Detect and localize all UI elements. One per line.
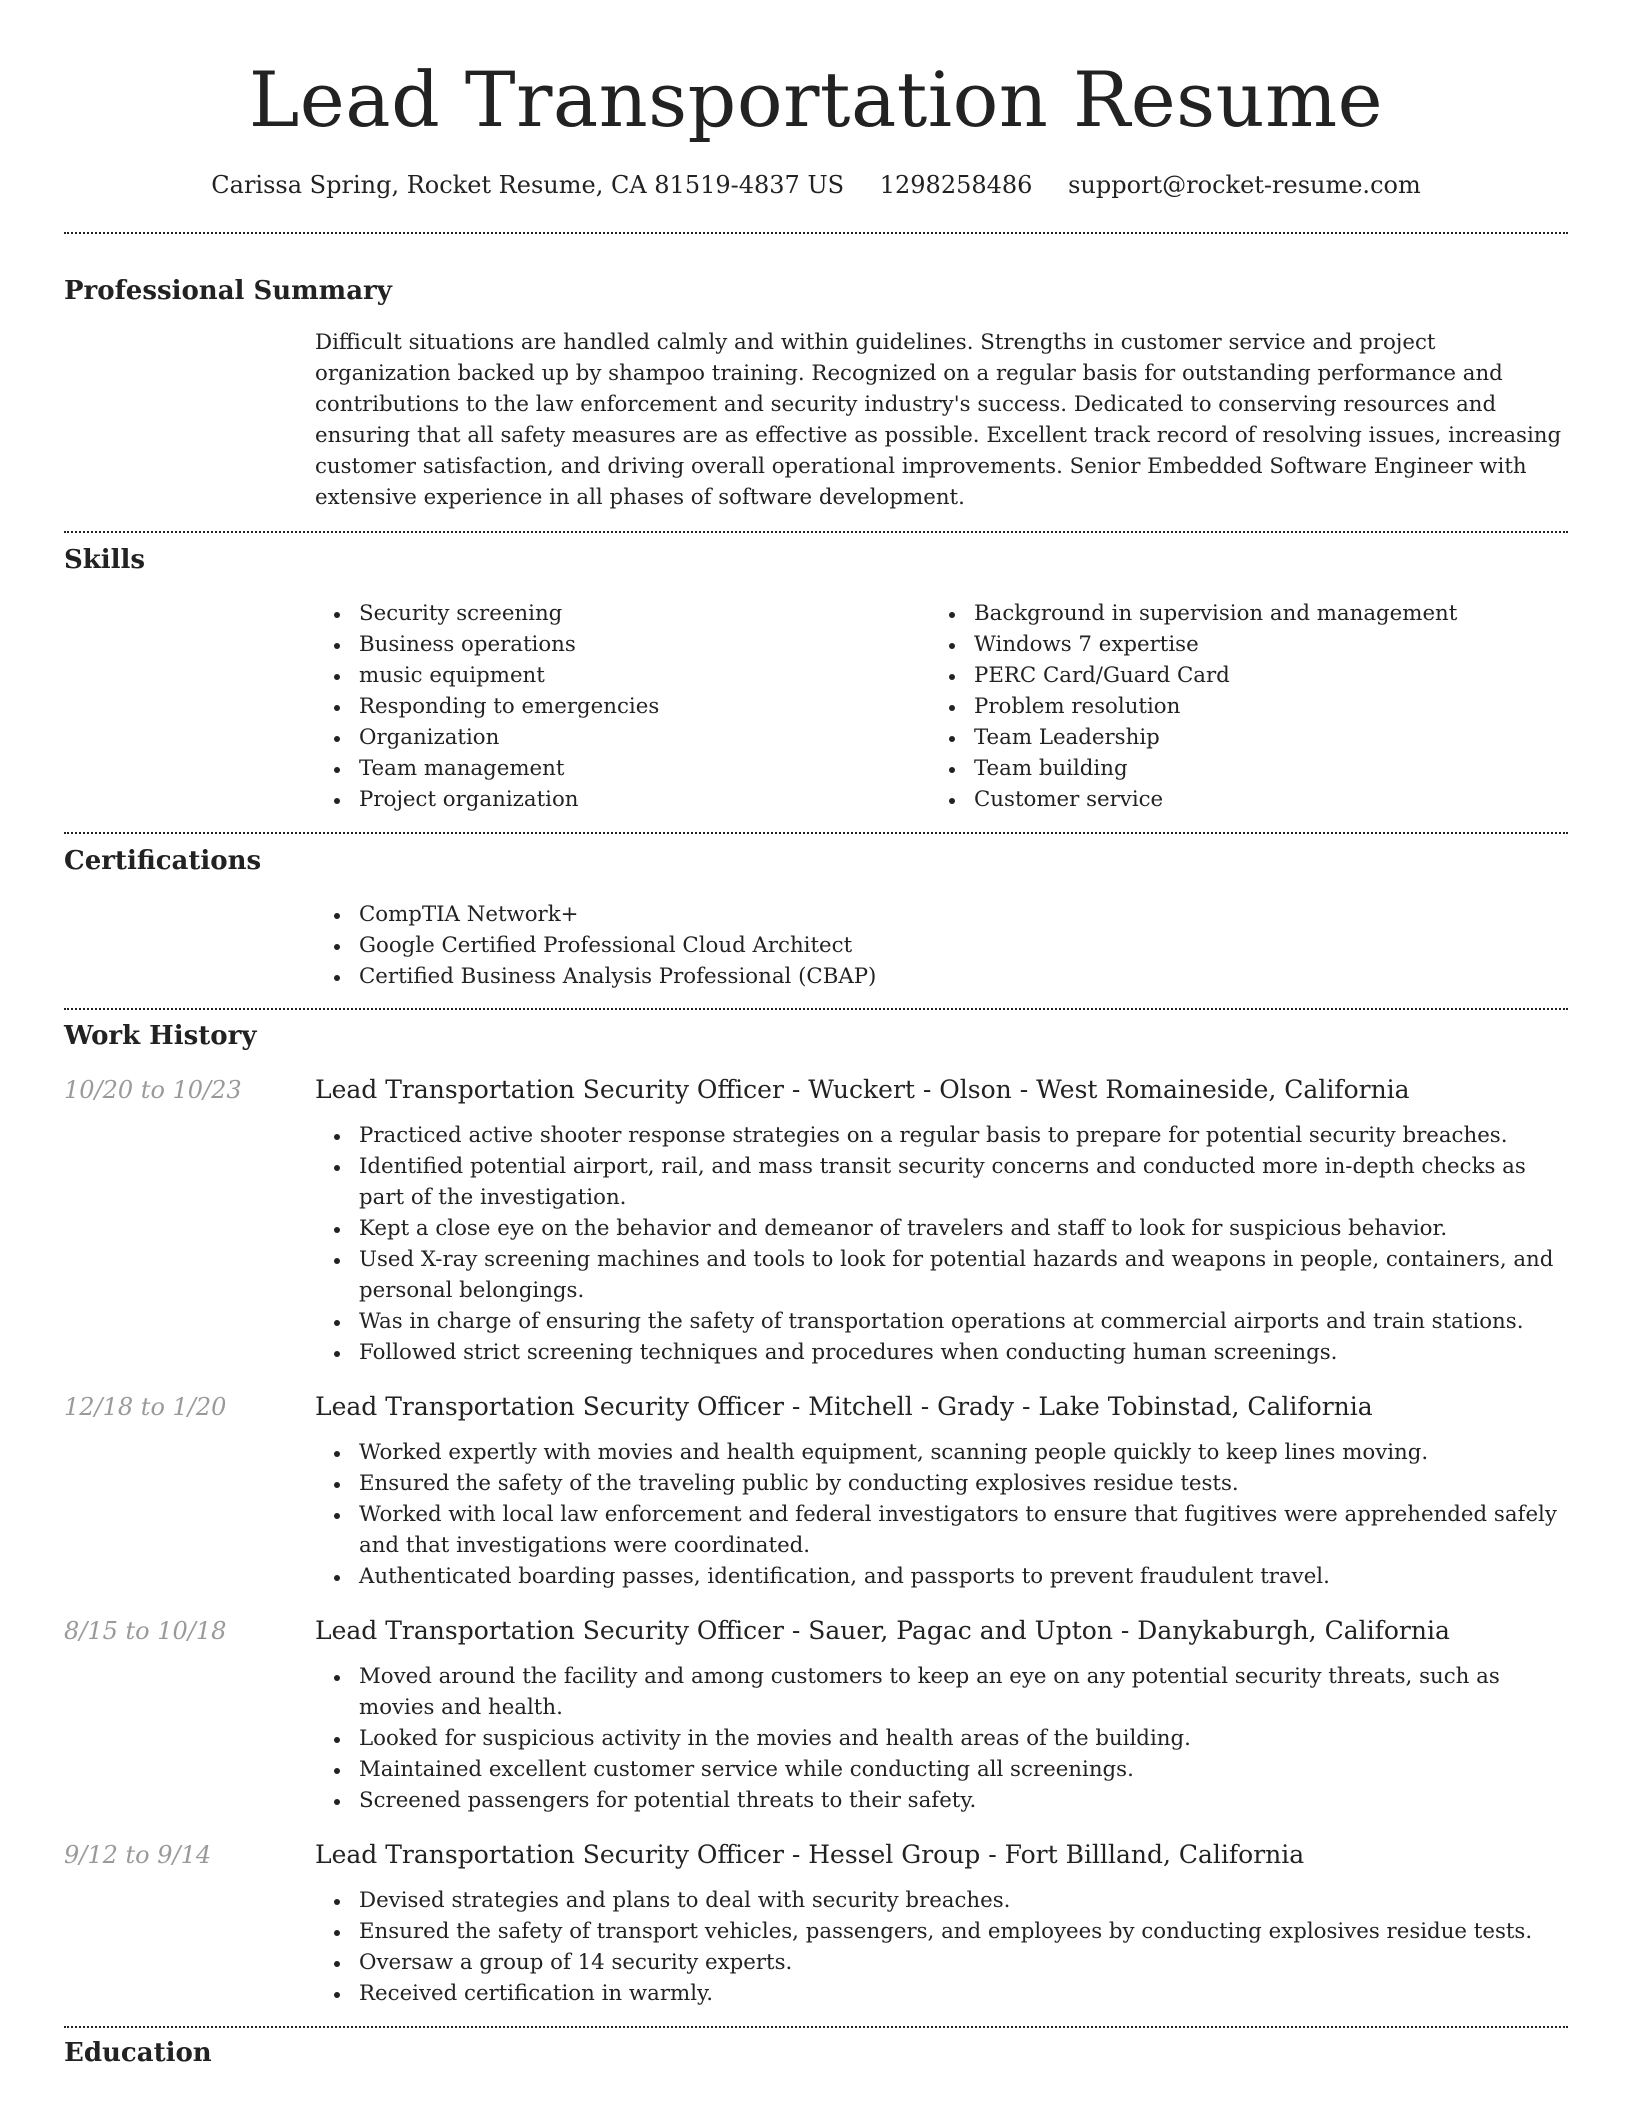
job-bullets [315,1885,1568,2009]
contact-phone: 1298258486 [879,171,1033,199]
job-bullet: Worked expertly with movies and health equipment, scanning people quickly to keep lines moving. [315,1437,1568,1468]
certification-item: CompTIA Network+ [315,899,1568,930]
job-entry [64,1073,1568,1368]
job-dates: 12/18 to 1/20 [64,1393,227,1421]
contact-line [64,168,1568,202]
skill-item: Customer service [930,784,1545,815]
skill-item: Business operations [315,629,930,660]
contact-address: Carissa Spring, Rocket Resume, CA 81519-4837 US [211,171,845,199]
section-title-skills: Skills [64,545,146,575]
job-bullet: Used X-ray screening machines and tools to look for potential hazards and weapons in people, containers, and personal belongings. [315,1244,1568,1306]
job-bullet: Looked for suspicious activity in the movies and health areas of the building. [315,1723,1568,1754]
job-heading: Lead Transportation Security Officer - Hessel Group - Fort Billland, California [315,1840,1305,1869]
section-divider [64,232,1568,234]
job-dates: 8/15 to 10/18 [64,1617,227,1645]
job-bullet: Ensured the safety of transport vehicles, passengers, and employees by conducting explosives residue tests. [315,1916,1568,1947]
job-heading: Lead Transportation Security Officer - Mitchell - Grady - Lake Tobinstad, California [315,1392,1373,1421]
job-bullet: Moved around the facility and among customers to keep an eye on any potential security threats, such as movies and health. [315,1661,1568,1723]
job-bullet: Followed strict screening techniques and procedures when conducting human screenings. [315,1337,1568,1368]
job-body [315,1390,1568,1592]
skill-item: PERC Card/Guard Card [930,660,1545,691]
job-body [315,1838,1568,2009]
job-bullet: Authenticated boarding passes, identification, and passports to prevent fraudulent travel. [315,1561,1568,1592]
job-bullet: Practiced active shooter response strategies on a regular basis to prepare for potential security breaches. [315,1120,1568,1151]
job-bullets [315,1661,1568,1816]
job-bullet: Kept a close eye on the behavior and demeanor of travelers and staff to look for suspicious behavior. [315,1213,1568,1244]
resume-title: Lead Transportation Resume [248,55,1384,144]
job-bullets [315,1120,1568,1368]
job-entry [64,1838,1568,2009]
summary-text: Difficult situations are handled calmly and within guidelines. Strengths in customer service and project organization backed up by shampoo training. Recognized on a regular basis for outstanding performance and contributions to the law enforcement and security industry's success. Dedicated to conserving resources and ensuring that all safety measures are as effective as possible. Excellent track record of resolving issues, increasing customer satisfaction, and driving overall operational improvements. Senior Embedded Software Engineer with extensive experience in all phases of software development. [315,330,1562,510]
skill-item: Problem resolution [930,691,1545,722]
certifications-list [315,899,1568,992]
skills-columns [315,598,1568,815]
section-title-summary: Professional Summary [64,276,392,306]
job-bullet: Received certification in warmly. [315,1978,1568,2009]
skill-item: Security screening [315,598,930,629]
job-entry [64,1390,1568,1592]
skill-item: music equipment [315,660,930,691]
job-bullet: Devised strategies and plans to deal with security breaches. [315,1885,1568,1916]
job-bullets [315,1437,1568,1592]
job-entry [64,1614,1568,1816]
job-heading: Lead Transportation Security Officer - Sauer, Pagac and Upton - Danykaburgh, California [315,1616,1450,1645]
job-bullet: Was in charge of ensuring the safety of transportation operations at commercial airports and train stations. [315,1306,1568,1337]
certification-item: Google Certified Professional Cloud Architect [315,930,1568,961]
section-divider [64,531,1568,533]
job-bullet: Identified potential airport, rail, and mass transit security concerns and conducted more in-depth checks as part of the investigation. [315,1151,1568,1213]
skill-item: Responding to emergencies [315,691,930,722]
job-body [315,1073,1568,1368]
section-divider [64,1008,1568,1010]
skill-item: Team Leadership [930,722,1545,753]
contact-email[interactable]: support@rocket-resume.com [1068,171,1421,199]
skill-item: Team building [930,753,1545,784]
skill-item: Background in supervision and management [930,598,1545,629]
skills-list-right [930,598,1545,815]
job-bullet: Maintained excellent customer service while conducting all screenings. [315,1754,1568,1785]
job-bullet: Worked with local law enforcement and federal investigators to ensure that fugitives were apprehended safely and that investigations were coordinated. [315,1499,1568,1561]
resume-page [64,0,1568,2070]
skill-item: Windows 7 expertise [930,629,1545,660]
skill-item: Team management [315,753,930,784]
job-bullet: Oversaw a group of 14 security experts. [315,1947,1568,1978]
certification-item: Certified Business Analysis Professional (CBAP) [315,961,1568,992]
job-dates: 10/20 to 10/23 [64,1076,242,1104]
job-heading: Lead Transportation Security Officer - Wuckert - Olson - West Romaineside, California [315,1075,1410,1104]
job-bullet: Screened passengers for potential threats to their safety. [315,1785,1568,1816]
section-title-certifications: Certifications [64,846,262,876]
job-body [315,1614,1568,1816]
job-bullet: Ensured the safety of the traveling public by conducting explosives residue tests. [315,1468,1568,1499]
skill-item: Project organization [315,784,930,815]
skill-item: Organization [315,722,930,753]
section-title-education: Education [64,2038,212,2068]
section-divider [64,832,1568,834]
job-dates: 9/12 to 9/14 [64,1841,212,1869]
section-title-work-history: Work History [64,1021,257,1051]
section-divider [64,2026,1568,2028]
skills-list-left [315,598,930,815]
